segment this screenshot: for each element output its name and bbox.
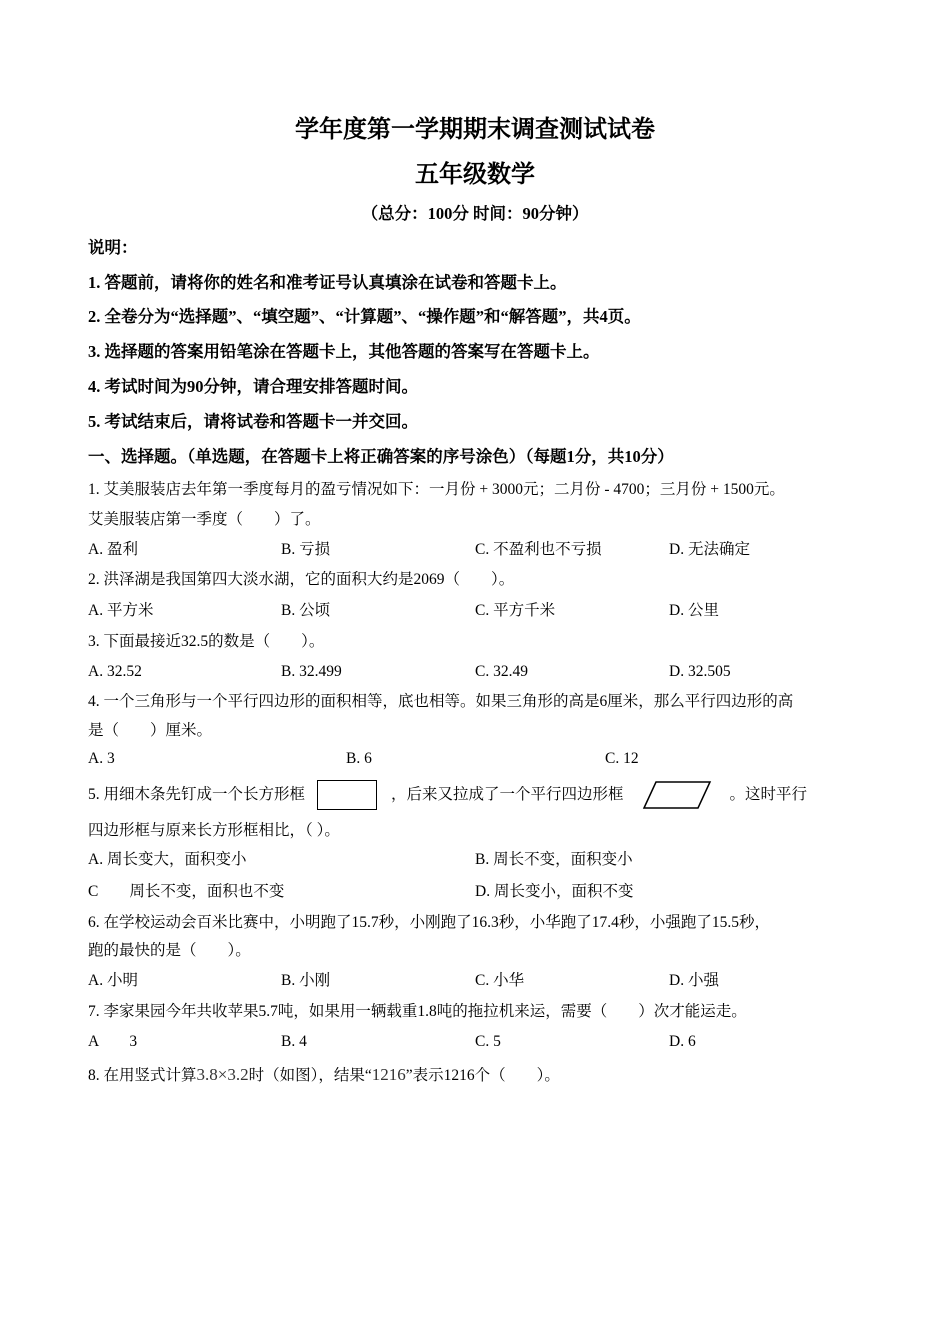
question-text xyxy=(88,1065,560,1086)
option-b: B. 4 xyxy=(281,1033,307,1050)
question-text-part: 8. 在用竖式计算 xyxy=(88,1067,197,1084)
option-d: D. 小强 xyxy=(669,972,719,989)
question-text: 2. 洪泽湖是我国第四大淡水湖，它的面积大约是2069（ ）。 xyxy=(88,571,515,588)
question-text: 四边形框与原来长方形框相比，（ ）。 xyxy=(88,822,340,839)
question-text: 3. 下面最接近32.5的数是（ ）。 xyxy=(88,633,325,650)
option-d: D. 公里 xyxy=(669,602,719,619)
option-a: A. 周长变大，面积变小 xyxy=(88,851,247,868)
option-b: B. 亏损 xyxy=(281,541,331,558)
option-a: A. 平方米 xyxy=(88,602,154,619)
instruction-item: 3. 选择题的答案用铅笔涂在答题卡上，其他答题的答案写在答题卡上。 xyxy=(88,342,600,361)
option-d: D. 周长变小，面积不变 xyxy=(475,883,634,900)
question-text-part: ”表示1216个（ ）。 xyxy=(405,1067,560,1084)
option-a: A. 32.52 xyxy=(88,663,142,680)
option-a: A. 3 xyxy=(88,750,115,767)
question-text xyxy=(88,778,807,812)
question-text: 1. 艾美服装店去年第一季度每月的盈亏情况如下：一月份 + 3000元；二月份 - 4700；三月份 + 1500元。 xyxy=(88,481,785,498)
question-text: 4. 一个三角形与一个平行四边形的面积相等，底也相等。如果三角形的高是6厘米，那么平行四边形的高 xyxy=(88,693,794,710)
parallelogram-figure xyxy=(636,780,712,810)
question-text: 跑的最快的是（ ）。 xyxy=(88,942,251,959)
option-d: D. 无法确定 xyxy=(669,541,750,558)
option-c: C. 平方千米 xyxy=(475,602,556,619)
option-c: C 周长不变，面积也不变 xyxy=(88,883,285,900)
option-b: B. 小刚 xyxy=(281,972,331,989)
math-expression: 3.8×3.2 xyxy=(196,1065,249,1084)
option-a: A 3 xyxy=(88,1033,138,1050)
question-text: 是（ ）厘米。 xyxy=(88,722,213,739)
question-text-part: 时（如图），结果“ xyxy=(248,1067,372,1084)
question-text-part: ，后来又拉成了一个平行四边形框 xyxy=(391,786,624,803)
option-b: B. 公顷 xyxy=(281,602,331,619)
section-heading: 一、选择题。（单选题，在答题卡上将正确答案的序号涂色）（每题1分，共10分） xyxy=(88,447,674,466)
option-b: B. 32.499 xyxy=(281,663,342,680)
option-d: D. 32.505 xyxy=(669,663,731,680)
option-b: B. 6 xyxy=(346,750,372,767)
option-c: C. 小华 xyxy=(475,972,525,989)
question-text: 7. 李家果园今年共收苹果5.7吨，如果用一辆载重1.8吨的拖拉机来运，需要（ ）次才能运走。 xyxy=(88,1003,747,1020)
question-text-part: 5. 用细木条先钉成一个长方形框 xyxy=(88,786,306,803)
instruction-item: 4. 考试时间为90分钟，请合理安排答题时间。 xyxy=(88,377,418,396)
instruction-item: 2. 全卷分为“选择题”、“填空题”、“计算题”、“操作题”和“解答题”，共4页。 xyxy=(88,307,641,326)
instructions-heading: 说明： xyxy=(88,238,138,257)
exam-subtitle: 五年级数学 xyxy=(415,162,535,188)
option-b: B. 周长不变，面积变小 xyxy=(475,851,633,868)
option-a: A. 小明 xyxy=(88,972,138,989)
question-text: 6. 在学校运动会百米比赛中，小明跑了15.7秒，小刚跑了16.3秒，小华跑了17.4秒，小强跑了15.5秒， xyxy=(88,914,771,931)
option-c: C. 不盈利也不亏损 xyxy=(475,541,602,558)
question-text: 艾美服装店第一季度（ ）了。 xyxy=(88,511,321,528)
math-number: 1216 xyxy=(371,1065,406,1084)
rectangle-figure xyxy=(317,780,377,810)
option-a: A. 盈利 xyxy=(88,541,138,558)
option-d: D. 6 xyxy=(669,1033,696,1050)
instruction-item: 1. 答题前，请将你的姓名和准考证号认真填涂在试卷和答题卡上。 xyxy=(88,273,567,292)
option-c: C. 32.49 xyxy=(475,663,528,680)
option-c: C. 12 xyxy=(605,750,639,767)
instruction-item: 5. 考试结束后，请将试卷和答题卡一并交回。 xyxy=(88,412,418,431)
option-c: C. 5 xyxy=(475,1033,501,1050)
question-text-part: 。这时平行 xyxy=(729,786,808,803)
exam-title: 学年度第一学期期末调查测试试卷 xyxy=(295,117,655,143)
exam-info: （总分：100分 时间：90分钟） xyxy=(361,204,589,223)
